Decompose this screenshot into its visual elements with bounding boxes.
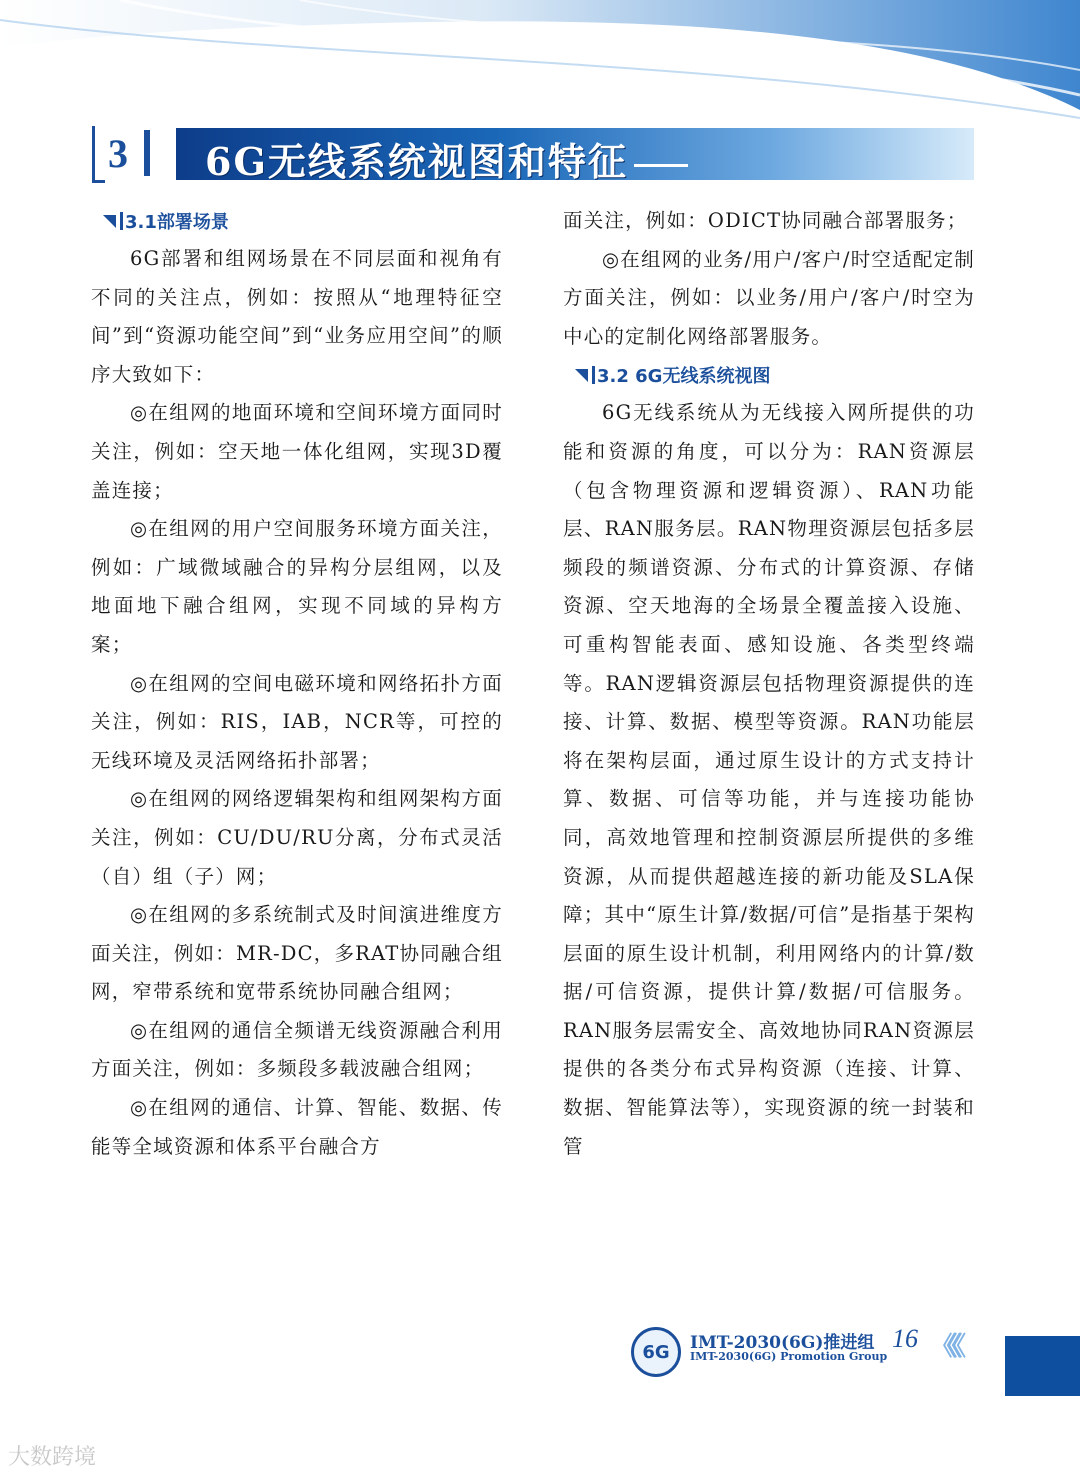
page-number: 16 bbox=[892, 1324, 918, 1353]
footer-color-bar bbox=[1005, 1336, 1080, 1396]
section-heading-text: 3.1部署场景 bbox=[125, 212, 229, 233]
section-triangle-icon bbox=[103, 215, 116, 228]
top-wave-decoration bbox=[0, 0, 1080, 120]
bullet-paragraph: ◎在组网的业务/用户/客户/时空适配定制方面关注，例如：以业务/用户/客户/时空为中心的定制化网络部署服务。 bbox=[563, 247, 975, 348]
footer-org-cn: IMT-2030(6G)推进组 bbox=[690, 1333, 875, 1353]
section-heading-3-2 bbox=[563, 356, 975, 394]
section-bar bbox=[120, 212, 123, 230]
imt2030-logo-icon bbox=[631, 1327, 681, 1377]
chapter-bracket-left bbox=[92, 126, 105, 183]
chapter-bracket-right bbox=[144, 130, 150, 176]
chapter-title-text: 6G无线系统视图和特征 bbox=[205, 139, 628, 184]
bullet-paragraph: ◎在组网的通信全频谱无线资源融合利用方面关注，例如：多频段多载波融合组网； bbox=[91, 1018, 503, 1081]
bullet-paragraph: ◎在组网的网络逻辑架构和组网架构方面关注，例如：CU/DU/RU分离，分布式灵活（自）组（子）网； bbox=[91, 787, 503, 888]
chevron-left-icon: 《《《 bbox=[930, 1332, 959, 1362]
footer-org-en: IMT-2030(6G) Promotion Group bbox=[690, 1350, 888, 1363]
bullet-paragraph: ◎在组网的空间电磁环境和网络拓扑方面关注，例如：RIS，IAB，NCR等，可控的无线环境及灵活网络拓扑部署； bbox=[91, 671, 503, 772]
title-dash bbox=[634, 164, 688, 167]
left-column bbox=[91, 202, 503, 1166]
paragraph: 6G无线系统从为无线接入网所提供的功能和资源的角度，可以分为：RAN资源层（包含物理资源和逻辑资源）、RAN功能层、RAN服务层。RAN物理资源层包括多层频段的频谱资源、分布式的计算资源、存储资源、空天地海的全场景全覆盖接入设施、可重构智能表面、感知设施、各类型终端等。RAN逻辑资源层包括物理资源提供的连接、计算、数据、模型等资源。RAN功能层将在架构层面，通过原生设计的方式支持计算、数据、可信等功能，并与连接功能协同，高效地管理和控制资源层所提供的多维资源，从而提供超越连接的新功能及SLA保障；其中“原生计算/数据/可信”是指基于架构层面的原生设计机制，利用网络内的计算/数据/可信资源，提供计算/数据/可信服务。RAN服务层需安全、高效地协同RAN资源层提供的各类分布式异构资源（连接、计算、数据、智能算法等），实现资源的统一封装和管 bbox=[563, 401, 975, 1158]
section-bar bbox=[592, 366, 595, 384]
section-triangle-icon bbox=[575, 369, 588, 382]
continued-paragraph: 面关注，例如：ODICT协同融合部署服务； bbox=[563, 209, 968, 232]
watermark: 大数跨境 bbox=[8, 1445, 97, 1470]
chapter-title bbox=[205, 131, 688, 186]
section-heading-text: 3.2 6G无线系统视图 bbox=[597, 366, 771, 388]
chapter-number-text: 3 bbox=[108, 130, 128, 176]
bullet-paragraph: ◎在组网的多系统制式及时间演进维度方面关注，例如：MR-DC，多RAT协同融合组网，窄带系统和宽带系统协同融合组网； bbox=[91, 903, 503, 1004]
bullet-paragraph: ◎在组网的通信、计算、智能、数据、传能等全域资源和体系平台融合方 bbox=[91, 1096, 503, 1158]
bullet-paragraph: ◎在组网的地面环境和空间环境方面同时关注，例如：空天地一体化组网，实现3D覆盖连接； bbox=[91, 401, 503, 502]
right-column bbox=[563, 202, 975, 1166]
logo-text: 6G bbox=[642, 1341, 670, 1363]
section-heading-3-1 bbox=[91, 202, 503, 240]
chapter-number bbox=[92, 126, 144, 180]
paragraph: 6G部署和组网场景在不同层面和视角有不同的关注点，例如：按照从“地理特征空间”到“资源功能空间”到“业务应用空间”的顺序大致如下： bbox=[91, 247, 503, 386]
bullet-paragraph: ◎在组网的用户空间服务环境方面关注，例如：广域微域融合的异构分层组网，以及地面地下融合组网，实现不同域的异构方案； bbox=[91, 517, 503, 656]
